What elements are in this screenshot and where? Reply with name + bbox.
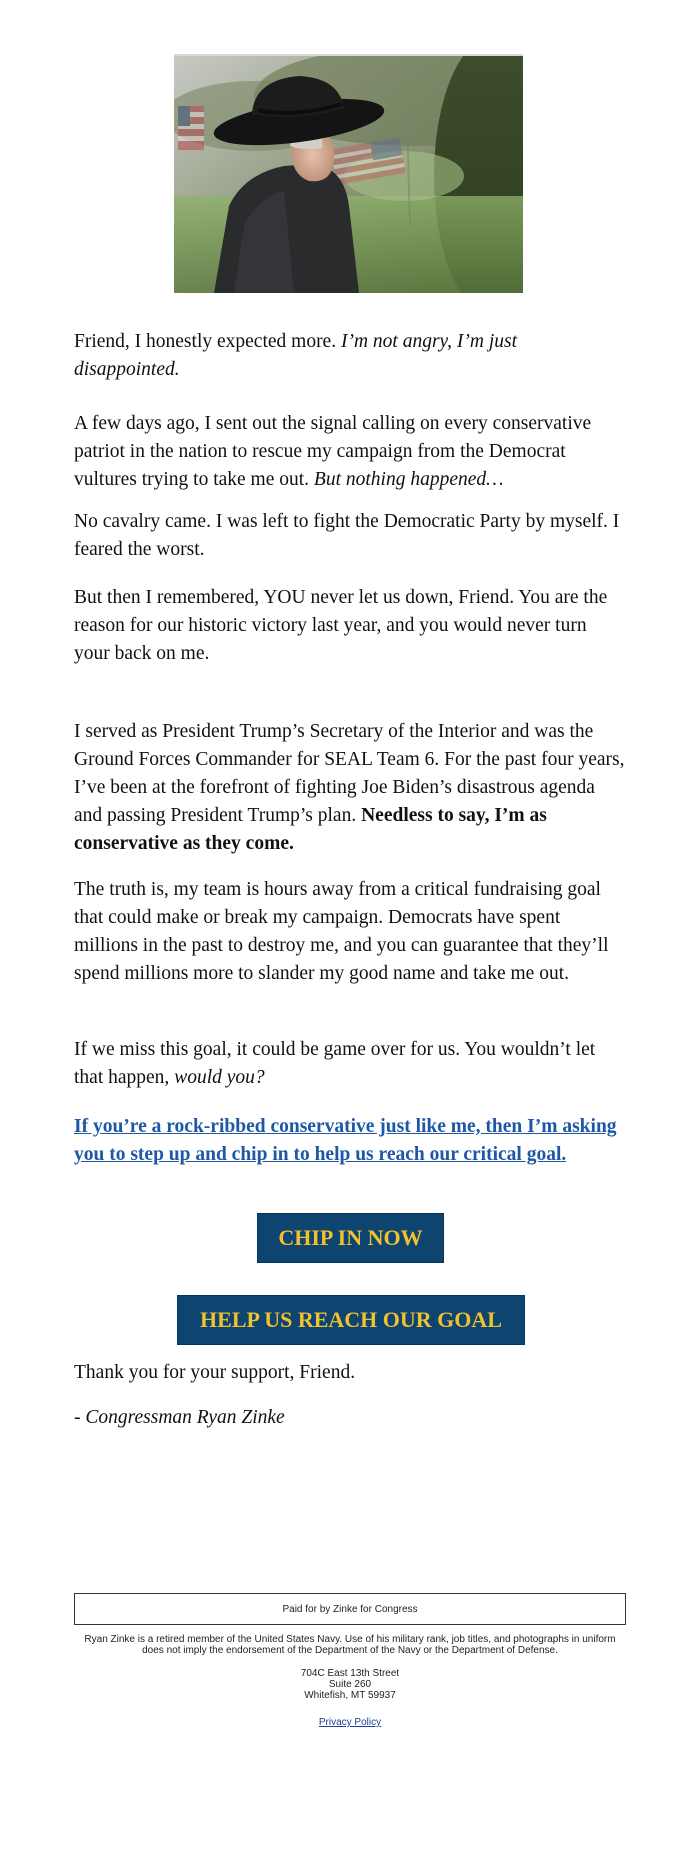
address-line-3: Whitefish, MT 59937 (304, 1690, 396, 1701)
address-line-1: 704C East 13th Street (300, 1668, 400, 1679)
cavalry-paragraph (74, 508, 626, 564)
paid-for-box (74, 1593, 626, 1625)
truth-text: The truth is, my team is hours away from a critical fundraising goal that could make or break my campaign. Democrats have spent millions in the past to destroy me, and you can guarantee that they’ll spend millions more to slander my good name and take me out. (74, 879, 609, 984)
greeting-paragraph (74, 328, 626, 384)
truth-paragraph (74, 876, 626, 988)
hero-photo (174, 54, 523, 293)
address-line-2: Suite 260 (328, 1679, 372, 1690)
signature-text: - Congressman Ryan Zinke (74, 1407, 285, 1428)
footer-disclaimer: Ryan Zinke is a retired member of the United States Navy. Use of his military rank, job titles, and photographs in uniform does not imply the endorsement of the Department of the Navy or the Department of Defense. (84, 1634, 616, 1656)
miss-goal-italic: would you? (174, 1067, 265, 1088)
thank-you-paragraph (74, 1359, 626, 1387)
cavalry-text: No cavalry came. I was left to fight the Democratic Party by myself. I feared the worst. (74, 511, 620, 560)
signal-italic: But nothing happened… (313, 469, 504, 490)
chip-in-now-button[interactable]: CHIP IN NOW (257, 1213, 444, 1263)
miss-goal-paragraph (74, 1036, 626, 1092)
served-bold: Needless to say, I’m as conservative as they come. (74, 805, 547, 854)
paid-for-text: Paid for by Zinke for Congress (282, 1603, 418, 1615)
cta-donate-link[interactable]: If you’re a rock-ribbed conservative just like me, then I’m asking you to step up and chip in to help us reach our critical goal. (74, 1116, 617, 1165)
served-text: I served as President Trump’s Secretary of the Interior and was the Ground Forces Commander for SEAL Team 6. For the past four years, I’ve been at the forefront of fighting Joe Biden’s disastrous agenda and passing President Trump’s plan. (74, 721, 625, 826)
cta-paragraph (74, 1113, 626, 1169)
signature-paragraph (74, 1404, 626, 1432)
miss-goal-text: If we miss this goal, it could be game over for us. You wouldn’t let that happen, (74, 1039, 596, 1088)
footer-address (74, 1668, 626, 1701)
footer-privacy (74, 1717, 626, 1728)
remembered-text: But then I remembered, YOU never let us down, Friend. You are the reason for our historic victory last year, and you would never turn your back on me. (74, 587, 608, 664)
greeting-italic: I’m not angry, I’m just disappointed. (74, 331, 517, 380)
help-reach-goal-button[interactable]: HELP US REACH OUR GOAL (177, 1295, 525, 1345)
thank-you-text: Thank you for your support, Friend. (74, 1362, 356, 1383)
signal-paragraph (74, 410, 626, 494)
remembered-paragraph (74, 584, 626, 668)
served-paragraph (74, 718, 626, 858)
privacy-policy-link[interactable]: Privacy Policy (318, 1717, 382, 1728)
hero-photo-image (174, 56, 523, 293)
greeting-text: Friend, I honestly expected more. (74, 331, 341, 352)
signal-text: A few days ago, I sent out the signal calling on every conservative patriot in the nation to rescue my campaign from the Democrat vultures trying to take me out. (74, 413, 592, 490)
